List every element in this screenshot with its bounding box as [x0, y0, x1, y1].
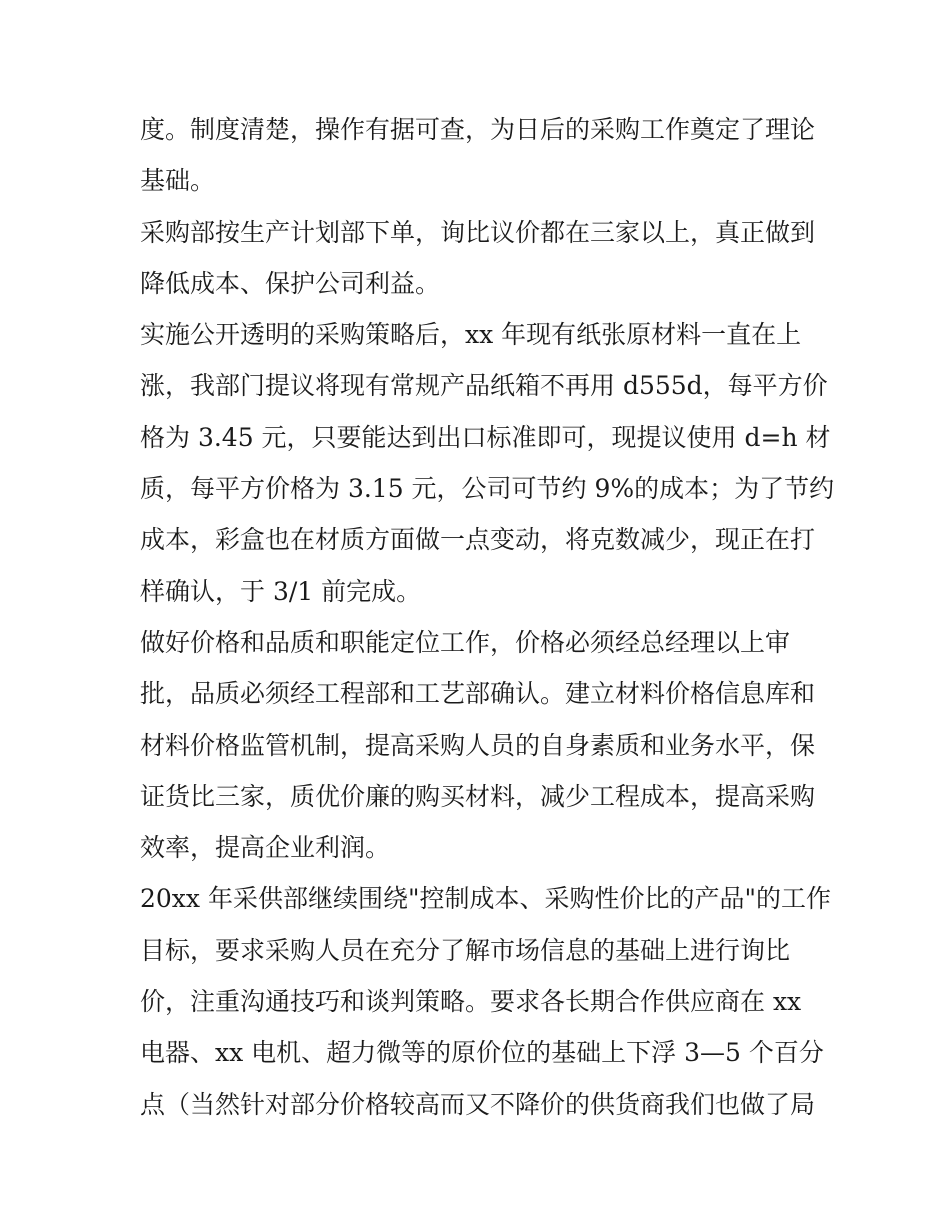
text-line: 材料价格监管机制，提高采购人员的自身素质和业务水平，保 [140, 730, 816, 760]
text-line: 价，注重沟通技巧和谈判策略。要求各长期合作供应商在 xx [140, 987, 802, 1017]
text-line: 证货比三家，质优价廉的购买材料，减少工程成本，提高采购 [140, 781, 816, 811]
document-body [140, 104, 835, 1130]
text-line: 效率，提高企业利润。 [140, 833, 391, 863]
text-line: 度。制度清楚，操作有据可查，为日后的采购工作奠定了理论 [140, 115, 816, 144]
text-line: 批，品质必须经工程部和工艺部确认。建立材料价格信息库和 [140, 679, 816, 709]
text-line: 样确认，于 3/1 前完成。 [140, 576, 422, 606]
text-line: 基础。 [140, 166, 216, 196]
text-line: 降低成本、保护公司利益。 [140, 268, 441, 298]
text-line: 点（当然针对部分价格较高而又不降价的供货商我们也做了局 [140, 1089, 816, 1119]
text-line: 目标，要求采购人员在充分了解市场信息的基础上进行询比 [140, 935, 791, 965]
text-line: 电器、xx 电机、超力微等的原价位的基础上下浮 3—5 个百分 [140, 1038, 824, 1068]
text-line: 成本，彩盒也在材质方面做一点变动，将克数减少，现正在打 [140, 525, 816, 555]
text-line: 涨，我部门提议将现有常规产品纸箱不再用 d555d，每平方价 [140, 371, 828, 401]
text-line: 做好价格和品质和职能定位工作，价格必须经总经理以上审 [140, 627, 791, 657]
text-line: 20xx 年采供部继续围绕"控制成本、采购性价比的产品"的工作 [140, 884, 831, 914]
text-line: 质，每平方价格为 3.15 元，公司可节约 9%的成本；为了节约 [140, 474, 835, 504]
text-line: 采购部按生产计划部下单，询比议价都在三家以上，真正做到 [140, 217, 816, 247]
text-line: 实施公开透明的采购策略后，xx 年现有纸张原材料一直在上 [140, 320, 802, 350]
text-line: 格为 3.45 元，只要能达到出口标准即可，现提议使用 d=h 材 [140, 422, 831, 452]
